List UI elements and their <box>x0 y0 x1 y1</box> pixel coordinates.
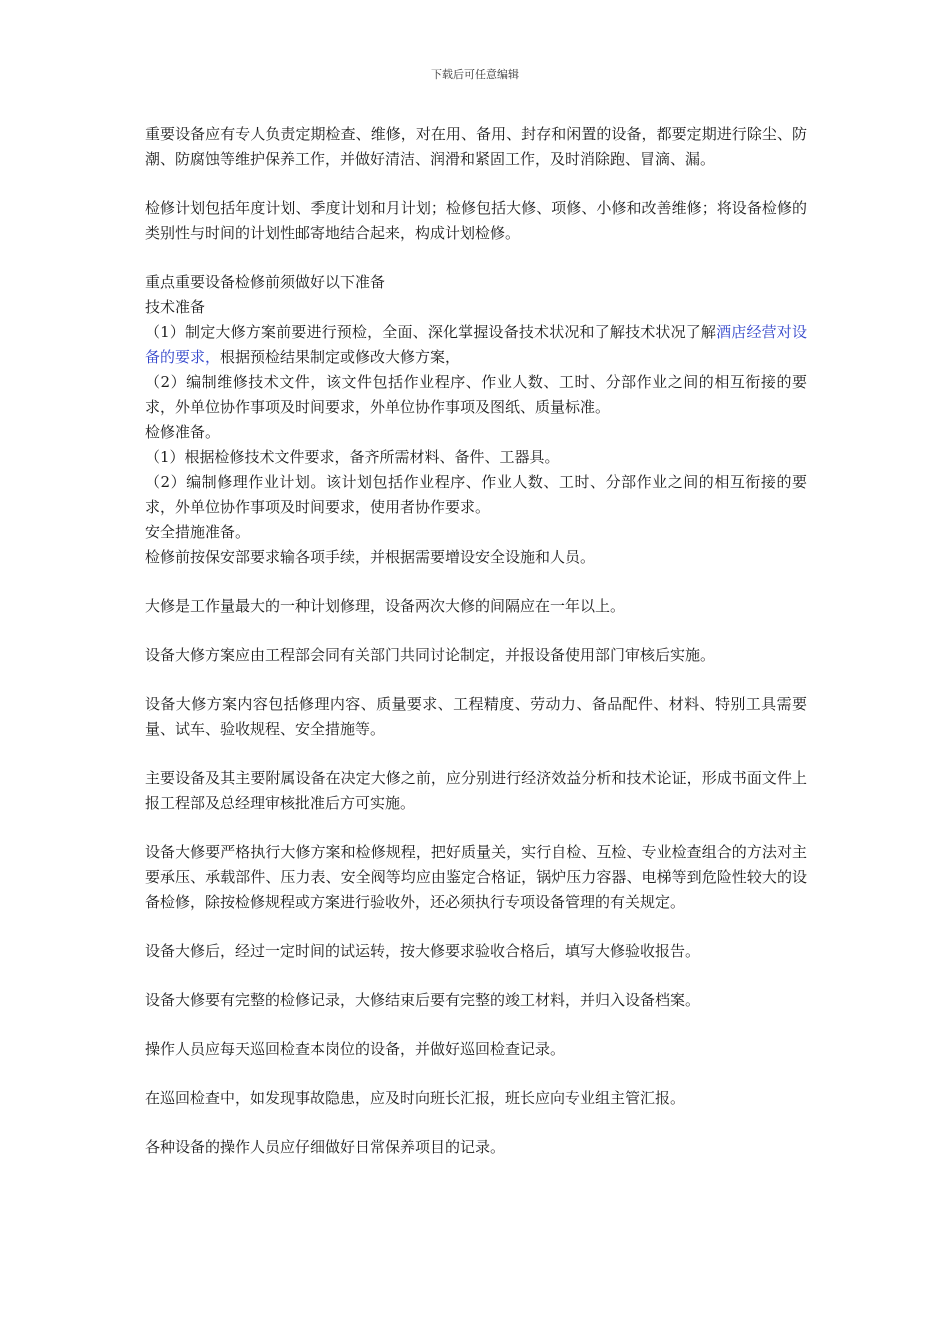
hotel-requirements-link[interactable]: 酒店经营对设备的要求， <box>145 323 807 366</box>
paragraph-overhaul-definition: 大修是工作量最大的一种计划修理，设备两次大修的间隔应在一年以上。 <box>145 597 626 615</box>
paragraph-overhaul-plan: 设备大修方案应由工程部会同有关部门共同讨论制定，并报设备使用部门审核后实施。 <box>145 646 716 664</box>
paragraph-overhaul-analysis: 主要设备及其主要附属设备在决定大修之前，应分别进行经济效益分析和技术论证，形成书面文件上报工程部及总经理审核批准后方可实施。 <box>145 769 807 812</box>
paragraph-hazard-report: 在巡回检查中，如发现事故隐患，应及时向班长汇报，班长应向专业组主管汇报。 <box>145 1089 686 1107</box>
paragraph-overhaul-execution: 设备大修要严格执行大修方案和检修规程，把好质量关，实行自检、互检、专业检查组合的方法对主要承压、承载部件、压力表、安全阀等均应由鉴定合格证，锅炉压力容器、电梯等到危险性较大的设备检修，除按检修规程或方案进行验收外，还必须执行专项设备管理的有关规定。 <box>145 843 807 911</box>
paragraph-maintenance-duty: 重要设备应有专人负责定期检查、维修，对在用、备用、封存和闲置的设备，都要定期进行除尘、防潮、防腐蚀等维护保养工作，并做好清洁、润滑和紧固工作，及时消除跑、冒滴、漏。 <box>145 125 807 168</box>
list-item-technical-1 <box>145 320 807 370</box>
paragraph-overhaul-acceptance: 设备大修后，经过一定时间的试运转，按大修要求验收合格后，填写大修验收报告。 <box>145 942 701 960</box>
page-header: 下载后可任意编辑 <box>431 68 519 81</box>
list-item-repair-1: （1）根据检修技术文件要求，备齐所需材料、备件、工器具。 <box>145 448 560 466</box>
document-body <box>145 122 807 1160</box>
text-span: 根据预检结果制定或修改大修方案， <box>220 348 461 366</box>
list-item-repair-2: （2）编制修理作业计划。该计划包括作业程序、作业人数、工时、分部作业之间的相互衔接的要求，外单位协作事项及时间要求，使用者协作要求。 <box>145 473 807 516</box>
text-span: （1）制定大修方案前要进行预检，全面、深化掌握设备技术状况和了解技术状况了解 <box>145 323 717 341</box>
paragraph-overhaul-records: 设备大修要有完整的检修记录，大修结束后要有完整的竣工材料，并归入设备档案。 <box>145 991 701 1009</box>
subheading-safety-prep: 安全措施准备。 <box>145 523 251 541</box>
section-heading-preparation: 重点重要设备检修前须做好以下准备 <box>145 273 386 291</box>
subheading-technical-prep: 技术准备 <box>145 298 206 316</box>
paragraph-repair-plan: 检修计划包括年度计划、季度计划和月计划；检修包括大修、项修、小修和改善维修；将设备检修的类别性与时间的计划性邮寄地结合起来，构成计划检修。 <box>145 199 807 242</box>
subheading-repair-prep: 检修准备。 <box>145 423 221 441</box>
list-item-technical-2: （2）编制维修技术文件，该文件包括作业程序、作业人数、工时、分部作业之间的相互衔接的要求，外单位协作事项及时间要求，外单位协作事项及图纸、质量标准。 <box>145 373 807 416</box>
paragraph-overhaul-content: 设备大修方案内容包括修理内容、质量要求、工程精度、劳动力、备品配件、材料、特别工具需要量、试车、验收规程、安全措施等。 <box>145 695 807 738</box>
paragraph-maintenance-records: 各种设备的操作人员应仔细做好日常保养项目的记录。 <box>145 1138 506 1156</box>
paragraph-daily-inspection: 操作人员应每天巡回检查本岗位的设备，并做好巡回检查记录。 <box>145 1040 566 1058</box>
paragraph-safety: 检修前按保安部要求输各项手续，并根据需要增设安全设施和人员。 <box>145 548 596 566</box>
